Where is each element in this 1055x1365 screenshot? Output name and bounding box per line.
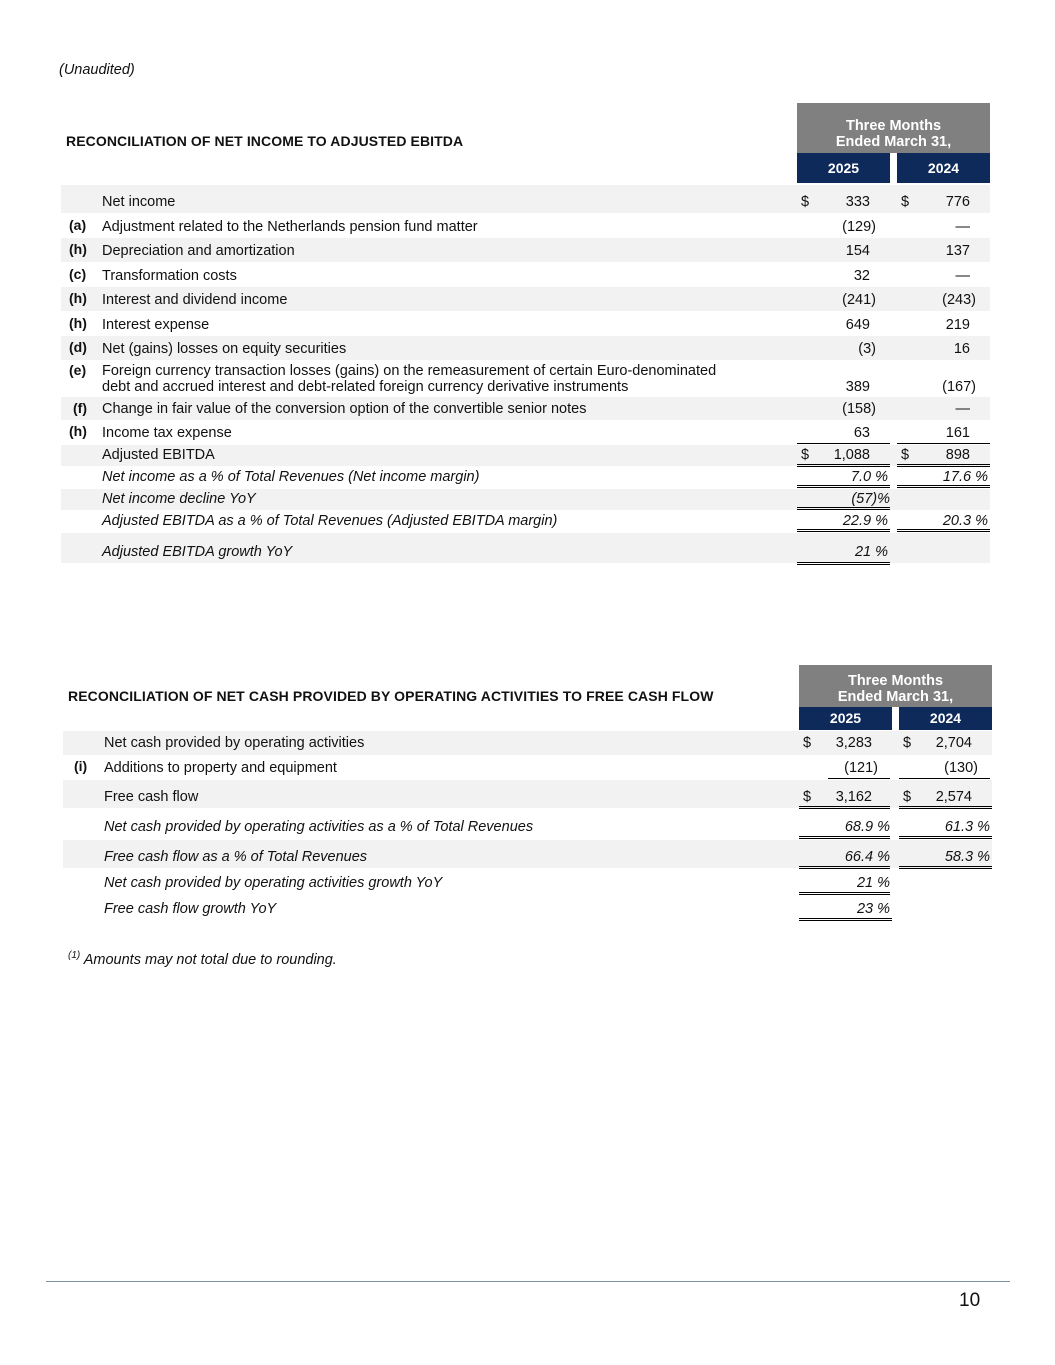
subtotal-rule	[899, 778, 990, 779]
table-row-label: Free cash flow growth YoY	[104, 901, 277, 917]
subtotal-rule	[828, 778, 890, 779]
value-2025: 389	[845, 379, 870, 395]
dollar-sign: $	[901, 447, 910, 463]
value-2024: 20.3 %	[942, 513, 988, 529]
table-row-label: Transformation costs	[102, 268, 237, 284]
value-2024: —	[955, 268, 970, 284]
table-row-label: Adjusted EBITDA	[102, 447, 215, 463]
table-row-label: Interest expense	[102, 317, 210, 333]
table-row-label: Net income decline YoY	[102, 491, 256, 507]
footnote-ref: (f)	[73, 400, 87, 416]
value-2025: 32	[853, 268, 870, 284]
footnote-ref: (i)	[74, 758, 88, 774]
table-row-label: Free cash flow as a % of Total Revenues	[104, 849, 368, 865]
dollar-sign: $	[803, 735, 812, 751]
table1-year-2025: 2025	[797, 153, 890, 183]
value-2024: 2,704	[935, 735, 972, 751]
value-2025: (241)	[842, 292, 876, 308]
footnote-ref: (a)	[69, 217, 87, 233]
value-2025: 649	[845, 317, 870, 333]
value-2024: (243)	[942, 292, 976, 308]
value-2025: (57)%	[851, 491, 890, 507]
value-2024: 58.3 %	[944, 849, 990, 865]
table-row-label: Net cash provided by operating activities growth YoY	[104, 875, 443, 891]
total-rule	[797, 561, 890, 565]
value-2025: (3)	[858, 341, 876, 357]
table-row-label: Change in fair value of the conversion option of the convertible senior notes	[102, 401, 587, 417]
total-rule	[897, 463, 990, 467]
table1-period-header: Three Months Ended March 31,	[797, 103, 990, 153]
subtotal-rule	[797, 443, 890, 444]
table-row-label-continued: debt and accrued interest and debt-related foreign currency derivative instruments	[102, 379, 629, 395]
value-2025: 23 %	[856, 901, 890, 917]
value-2025: 154	[845, 243, 870, 259]
table2-year-2024: 2024	[899, 707, 992, 730]
value-2024: 61.3 %	[944, 819, 990, 835]
value-2024: 16	[953, 341, 970, 357]
table-row-label: Additions to property and equipment	[104, 760, 337, 776]
total-rule	[899, 865, 992, 869]
value-2024: 2,574	[935, 789, 972, 805]
value-2025: 333	[845, 194, 870, 210]
value-2025: 7.0 %	[850, 469, 888, 485]
table-row-label: Adjusted EBITDA as a % of Total Revenues (Adjusted EBITDA margin)	[102, 513, 558, 529]
footer-rule	[46, 1281, 1010, 1282]
footnote-ref: (d)	[69, 339, 87, 355]
total-rule	[797, 484, 890, 488]
value-2025: 22.9 %	[842, 513, 888, 529]
footnote-ref: (h)	[69, 241, 87, 257]
table1-year-2024: 2024	[897, 153, 990, 183]
table-row-label: Depreciation and amortization	[102, 243, 295, 259]
value-2024: 161	[945, 425, 970, 441]
value-2025: 1,088	[833, 447, 870, 463]
table-row-label: Net income	[102, 194, 176, 210]
table-row-label: Adjusted EBITDA growth YoY	[102, 544, 293, 560]
value-2024: 219	[945, 317, 970, 333]
table2-period-header: Three Months Ended March 31,	[799, 665, 992, 707]
total-rule	[899, 835, 992, 839]
total-rule	[797, 528, 890, 532]
total-rule	[799, 917, 892, 921]
table2-title: RECONCILIATION OF NET CASH PROVIDED BY OPERATING ACTIVITIES TO FREE CASH FLOW	[68, 688, 714, 704]
footnote-ref: (h)	[69, 315, 87, 331]
value-2025: 66.4 %	[844, 849, 890, 865]
subtotal-rule	[897, 443, 990, 444]
total-rule	[799, 865, 890, 869]
dollar-sign: $	[801, 194, 810, 210]
table-row-label: Foreign currency transaction losses (gains) on the remeasurement of certain Euro-denominated	[102, 363, 717, 379]
value-2024: —	[955, 219, 970, 235]
value-2024: —	[955, 401, 970, 417]
footnote-ref: (e)	[69, 362, 87, 378]
dollar-sign: $	[903, 789, 912, 805]
footnote-ref: (h)	[69, 423, 87, 439]
dollar-sign: $	[801, 447, 810, 463]
dollar-sign: $	[901, 194, 910, 210]
table-row-label: Interest and dividend income	[102, 292, 288, 308]
footnote-ref: (h)	[69, 290, 87, 306]
value-2024: (130)	[944, 760, 978, 776]
table-row-label: Net income as a % of Total Revenues (Net income margin)	[102, 469, 480, 485]
unaudited-label: (Unaudited)	[59, 62, 135, 78]
value-2025: (121)	[844, 760, 878, 776]
total-rule	[799, 835, 890, 839]
footnote-marker: (1)	[68, 950, 81, 961]
dollar-sign: $	[803, 789, 812, 805]
table1-title: RECONCILIATION OF NET INCOME TO ADJUSTED EBITDA	[66, 133, 464, 149]
value-2025: 3,283	[835, 735, 872, 751]
value-2024: (167)	[942, 379, 976, 395]
value-2025: 21 %	[854, 544, 888, 560]
total-rule	[799, 805, 890, 809]
table-row-label: Net cash provided by operating activities as a % of Total Revenues	[104, 819, 534, 835]
table-row-label: Net cash provided by operating activities	[104, 735, 365, 751]
table-row-label: Net (gains) losses on equity securities	[102, 341, 347, 357]
footnote-ref: (c)	[69, 266, 87, 282]
table-row-label: Adjustment related to the Netherlands pension fund matter	[102, 219, 478, 235]
value-2024: 17.6 %	[942, 469, 988, 485]
total-rule	[797, 506, 890, 510]
total-rule	[799, 891, 890, 895]
page-number: 10	[959, 1290, 981, 1311]
table-row-label: Free cash flow	[104, 789, 199, 805]
table2-year-2025: 2025	[799, 707, 892, 730]
footnote-text: Amounts may not total due to rounding.	[83, 951, 337, 968]
rounding-footnote	[68, 950, 337, 968]
value-2024: 898	[945, 447, 970, 463]
value-2024: 137	[945, 243, 970, 259]
table-row-label: Income tax expense	[102, 425, 232, 441]
total-rule	[897, 528, 990, 532]
value-2025: 21 %	[856, 875, 890, 891]
value-2025: 68.9 %	[844, 819, 890, 835]
value-2025: 3,162	[835, 789, 872, 805]
dollar-sign: $	[903, 735, 912, 751]
total-rule	[897, 484, 990, 488]
value-2025: 63	[853, 425, 870, 441]
value-2024: 776	[945, 194, 970, 210]
value-2025: (129)	[842, 219, 876, 235]
total-rule	[797, 463, 890, 467]
value-2025: (158)	[842, 401, 876, 417]
total-rule	[899, 805, 992, 809]
